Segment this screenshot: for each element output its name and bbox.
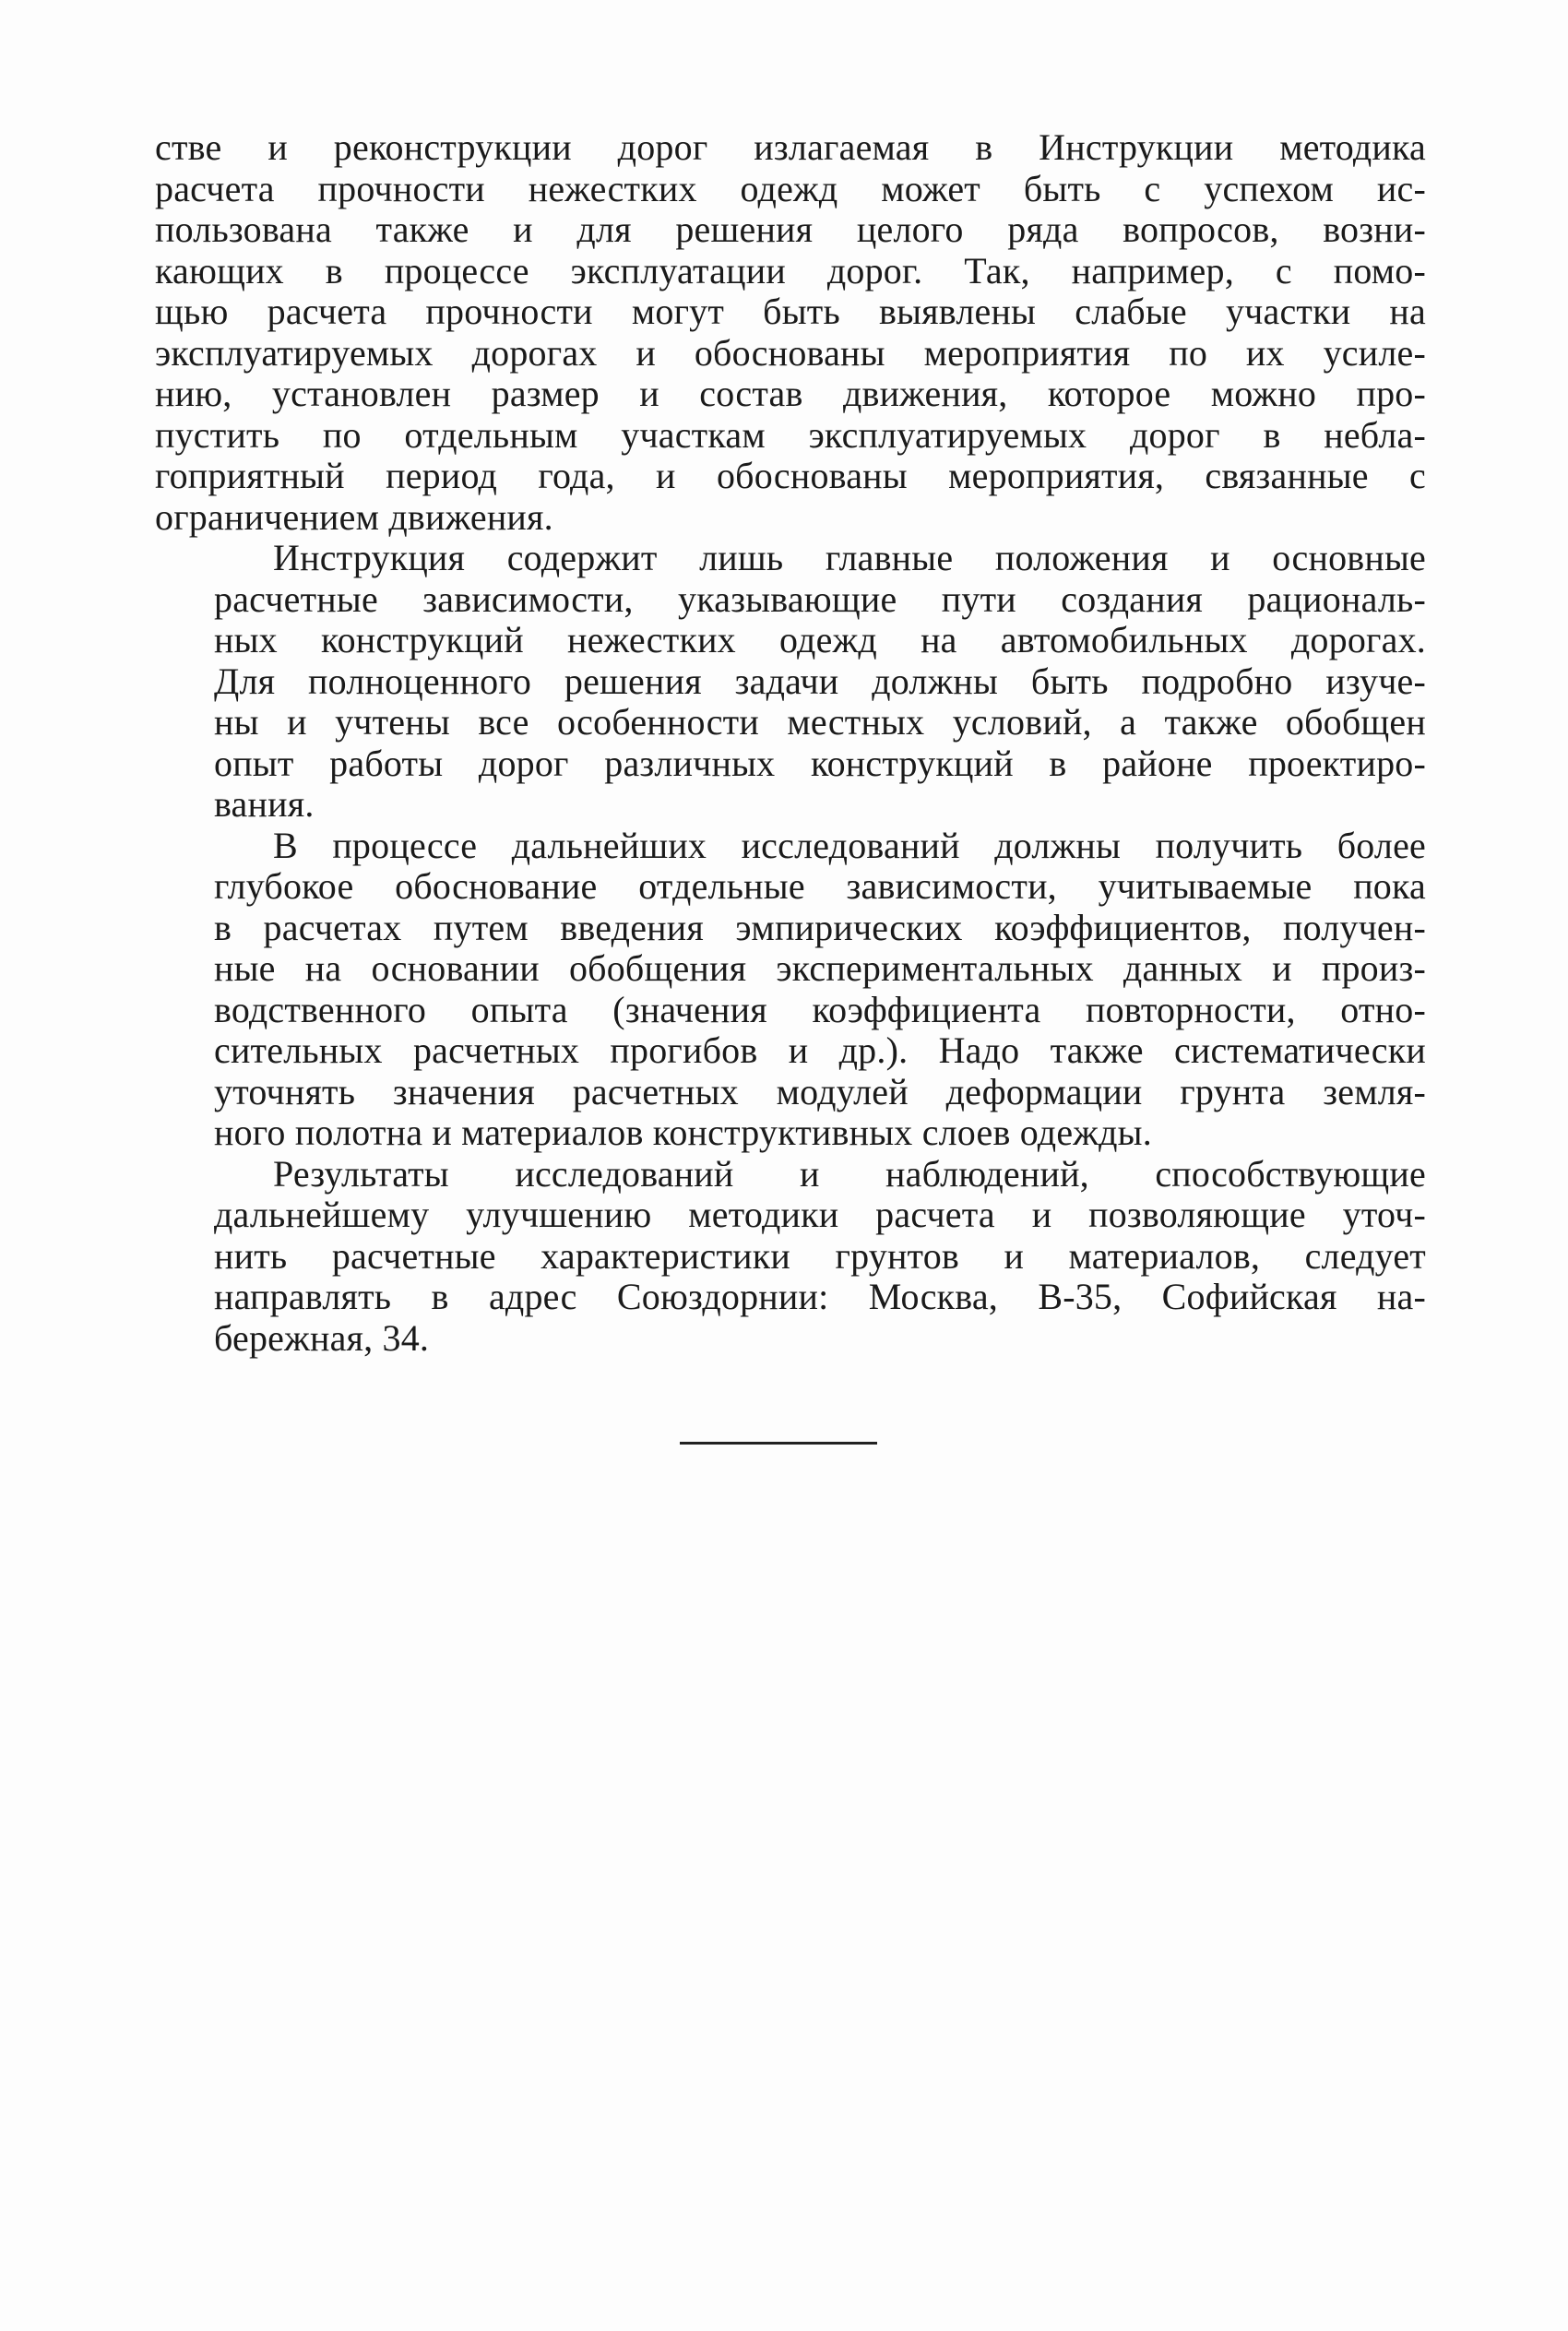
text-line: в расчетах путем введения эмпирических коэффициентов, получен- (214, 906, 1426, 948)
text-line: дальнейшему улучшению методики расчета и позволяющие уточ- (214, 1194, 1426, 1235)
text-line: глубокое обоснование отдельные зависимости, учитываемые пока (214, 865, 1426, 907)
text-line: нию, установлен размер и состав движения, которое можно про- (155, 373, 1426, 414)
paragraph (155, 127, 1426, 538)
text-line: эксплуатируемых дорогах и обоснованы мероприятия по их усиле- (155, 331, 1426, 374)
text-line: ных конструкций нежестких одежд на автомобильных дорогах. (214, 619, 1426, 660)
text-line: бережная, 34. (214, 1316, 430, 1359)
paragraph (155, 1154, 1426, 1360)
text-line: гоприятный период года, и обоснованы мероприятия, связанные с (155, 455, 1426, 496)
text-line: пустить по отдельным участкам эксплуатируемых дорог в небла- (155, 413, 1426, 456)
text-line: Для полноценного решения задачи должны быть подробно изуче- (214, 660, 1426, 702)
text-line: Инструкция содержит лишь главные положения и основные (273, 537, 1426, 578)
end-divider (680, 1442, 877, 1445)
text-line: направлять в адрес Союздорнии: Москва, В-35, Софийская на- (214, 1276, 1426, 1317)
text-line: нить расчетные характеристики грунтов и материалов, следует (214, 1234, 1426, 1277)
text-line: опыт работы дорог различных конструкций в районе проектиро- (214, 742, 1426, 784)
text-line: ны и учтены все особенности местных условий, а также обобщен (214, 701, 1426, 743)
text-line: расчета прочности нежестких одежд может быть с успехом ис- (155, 167, 1426, 209)
text-line: пользована также и для решения целого ряда вопросов, возни- (155, 208, 1426, 250)
text-line: кающих в процессе эксплуатации дорог. Так, например, с помо- (155, 249, 1426, 291)
text-line: уточнять значения расчетных модулей деформации грунта земля- (214, 1070, 1426, 1112)
paragraph (155, 826, 1426, 1154)
text-line: Результаты исследований и наблюдений, способствующие (273, 1152, 1426, 1195)
text-line: ограничением движения. (155, 495, 553, 538)
body-text (155, 127, 1426, 1359)
text-line: стве и реконструкции дорог излагаемая в Инструкции методика (155, 126, 1426, 168)
text-line: щью расчета прочности могут быть выявлены слабые участки на (155, 291, 1426, 332)
text-line: сительных расчетных прогибов и др.). Надо также систематически (214, 1029, 1426, 1071)
text-line: ного полотна и материалов конструктивных слоев одежды. (214, 1112, 1152, 1153)
text-line: ные на основании обобщения экспериментальных данных и произ- (214, 947, 1426, 989)
text-line: расчетные зависимости, указывающие пути создания рациональ- (214, 577, 1426, 620)
text-line: водственного опыта (значения коэффициента повторности, отно- (214, 988, 1426, 1030)
text-line: вания. (214, 783, 315, 825)
text-line: В процессе дальнейших исследований должны получить более (273, 824, 1426, 866)
paragraph (155, 538, 1426, 826)
